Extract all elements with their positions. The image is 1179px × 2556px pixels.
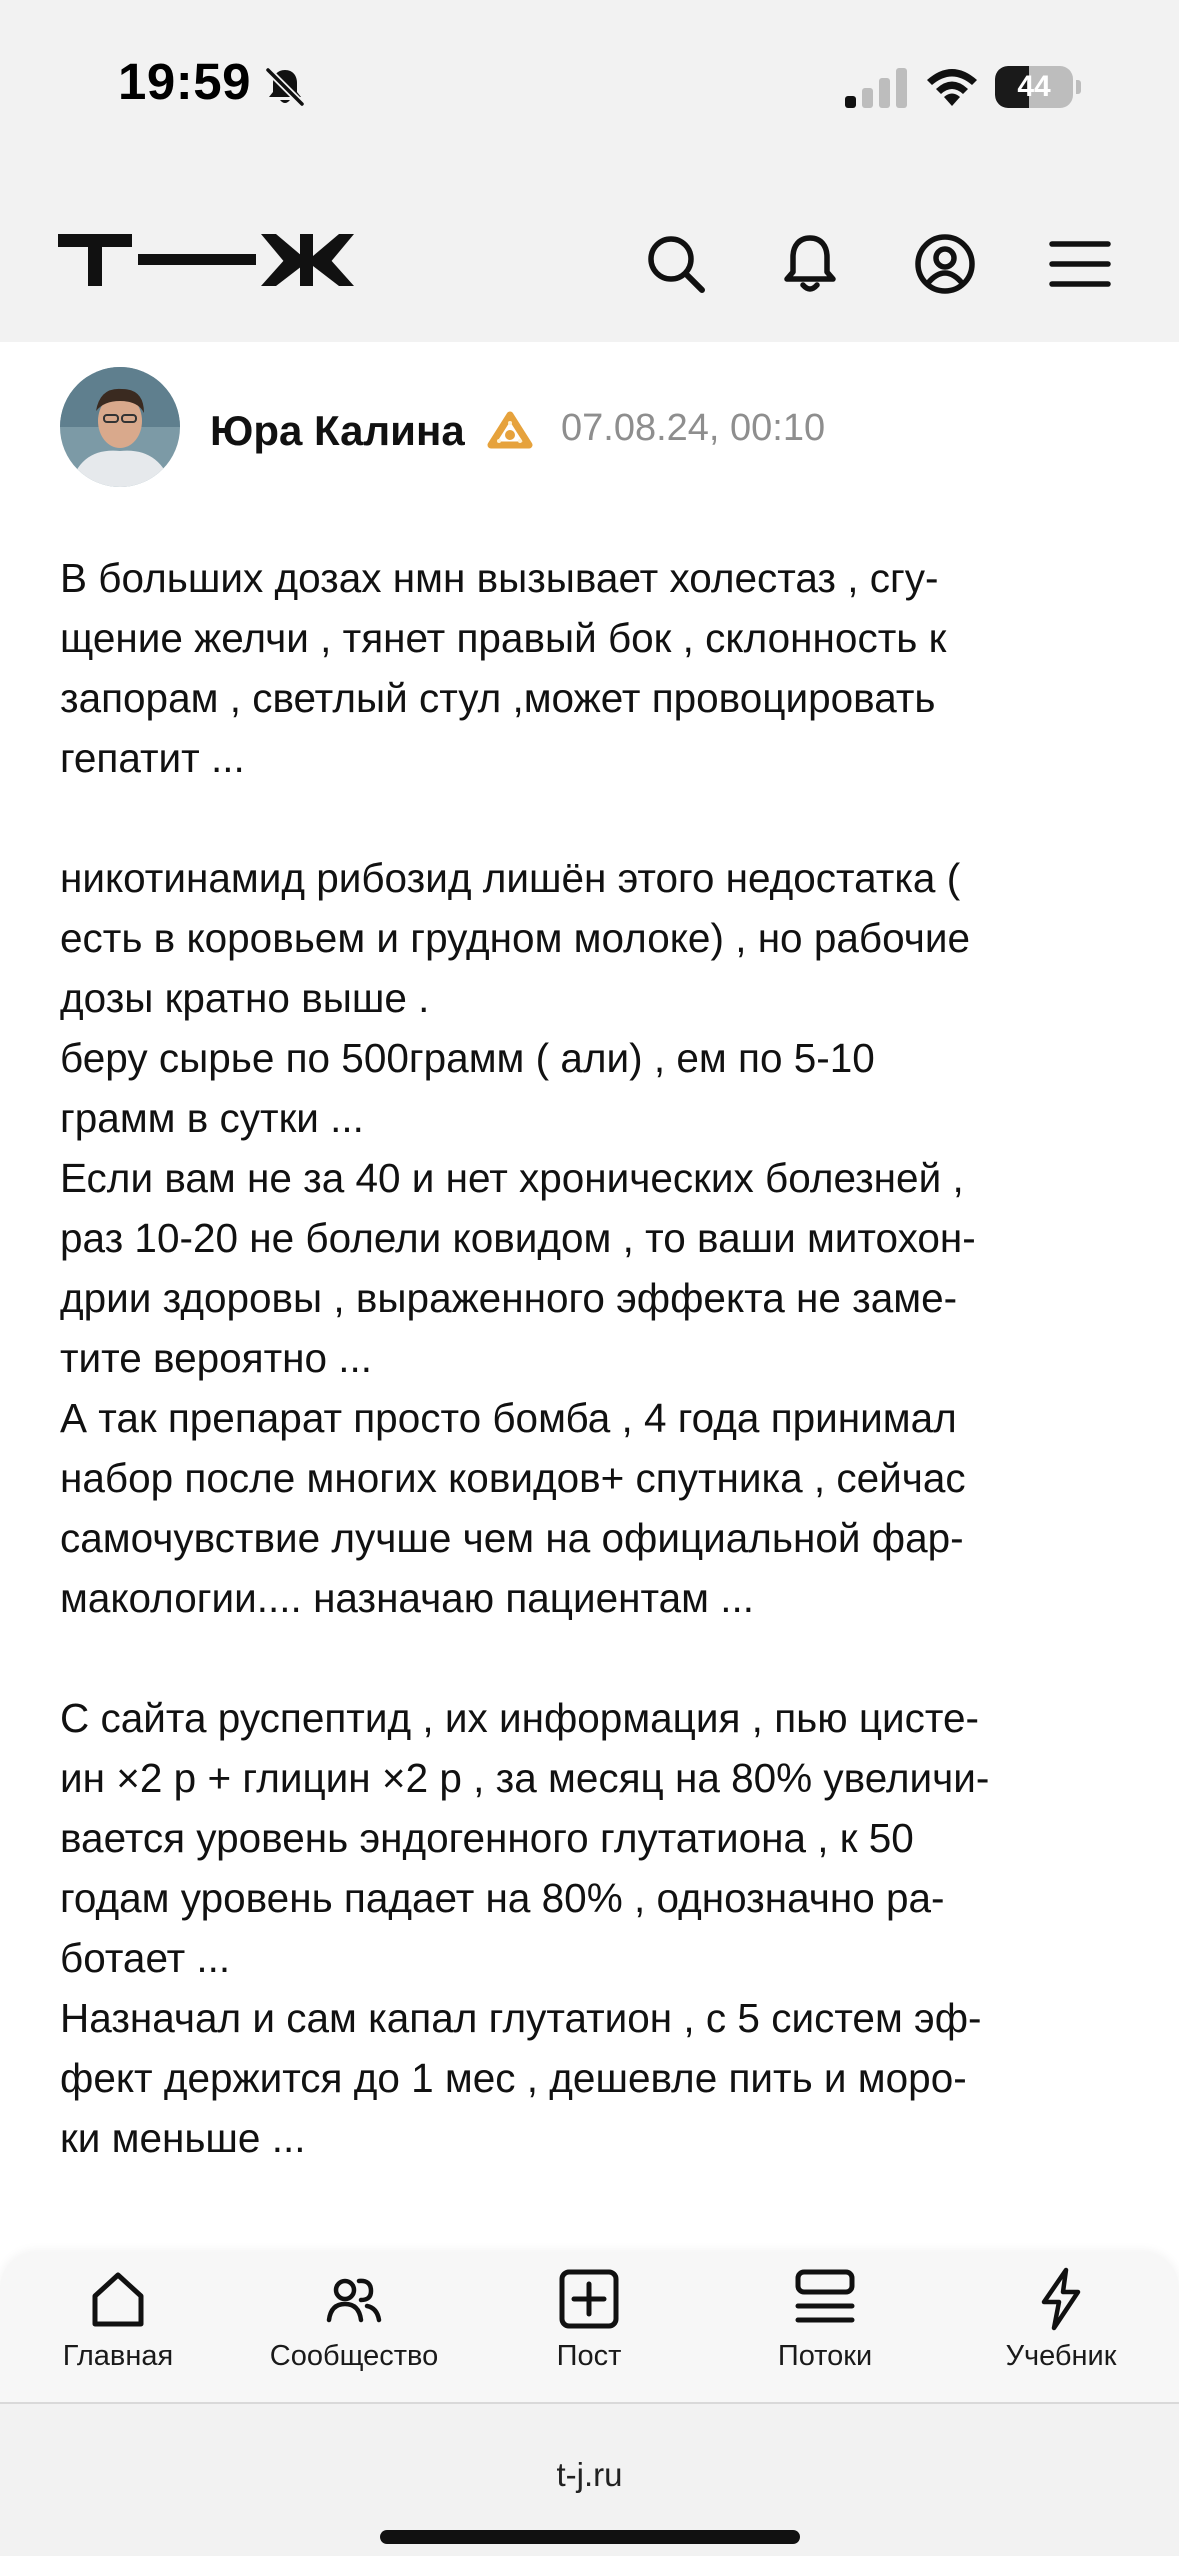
post-line: фект держится до 1 мес , дешевле пить и моро- — [60, 2055, 967, 2101]
tab-label: Главная — [62, 2340, 174, 2372]
post-meta — [60, 367, 1120, 491]
post-line: самочувствие лучше чем на официальной фар- — [60, 1515, 964, 1561]
post-line: гепатит ... — [60, 735, 245, 781]
post-line: дрии здоровы , выраженного эффекта не заме- — [60, 1275, 958, 1321]
post-line: раз 10-20 не болели ковидом , то ваши митохон- — [60, 1215, 976, 1261]
post-line: Назначал и сам капал глутатион , с 5 систем эф- — [60, 1995, 982, 2041]
post-line: ботает ... — [60, 1935, 231, 1981]
tab-new-post[interactable] — [471, 2266, 707, 2396]
top-bar — [0, 0, 1179, 342]
post-line: С сайта руспептид , их информация , пью цисте- — [60, 1695, 980, 1741]
author-name[interactable]: Юра Калина — [210, 407, 465, 454]
tab-label: Сообщество — [269, 2340, 439, 2372]
profile-icon[interactable] — [913, 232, 977, 296]
battery-icon — [995, 66, 1081, 108]
post-line: никотинамид рибозид лишён этого недостатка ( — [60, 855, 961, 901]
post-date: 07.08.24, 00:10 — [561, 407, 826, 449]
post-line: макологии.... назначаю пациентам ... — [60, 1575, 754, 1621]
textbook-lightning-icon — [1028, 2266, 1094, 2332]
post-line: дозы кратно выше . — [60, 975, 430, 1021]
wifi-icon — [924, 64, 980, 108]
post-line: тите вероятно ... — [60, 1335, 373, 1381]
tab-label: Потоки — [777, 2340, 873, 2372]
community-icon — [321, 2266, 387, 2332]
post-line: запорам , светлый стул ,может провоцировать — [60, 675, 936, 721]
tab-label: Пост — [556, 2340, 622, 2372]
post-line: вается уровень эндогенного глутатиона , к 50 — [60, 1815, 914, 1861]
pretzel-badge-icon — [487, 411, 533, 451]
tab-home[interactable] — [0, 2266, 236, 2396]
signal-icon — [845, 68, 907, 108]
post-line: есть в коровьем и грудном молоке) , но рабочие — [60, 915, 970, 961]
paragraph-gap — [60, 788, 1135, 848]
paragraph-gap — [60, 1628, 1135, 1688]
tab-community[interactable] — [236, 2266, 472, 2396]
post-line: грамм в сутки ... — [60, 1095, 364, 1141]
post-line: Если вам не за 40 и нет хронических болезней , — [60, 1155, 964, 1201]
home-icon — [85, 2266, 151, 2332]
battery-body — [995, 66, 1073, 108]
search-icon[interactable] — [644, 232, 708, 296]
bell-slash-icon — [262, 64, 308, 110]
battery-tip — [1076, 80, 1081, 94]
tab-textbook[interactable] — [943, 2266, 1179, 2396]
post-line: А так препарат просто бомба , 4 года принимал — [60, 1395, 957, 1441]
post-line: ин ×2 р + глицин ×2 р , за месяц на 80% увеличи- — [60, 1755, 990, 1801]
home-indicator[interactable] — [380, 2530, 800, 2544]
new-post-icon — [556, 2266, 622, 2332]
app-header — [0, 210, 1179, 310]
avatar[interactable] — [60, 367, 180, 487]
tab-bar — [0, 2252, 1179, 2402]
menu-icon[interactable] — [1048, 232, 1112, 296]
url-text[interactable]: t-j.ru — [556, 2456, 623, 2493]
post-line: годам уровень падает на 80% , однозначно ра- — [60, 1875, 945, 1921]
post-line: беру сырье по 500грамм ( али) , ем по 5-10 — [60, 1035, 875, 1081]
tab-label: Учебник — [1005, 2340, 1117, 2372]
status-time: 19:59 — [118, 53, 251, 110]
battery-percent: 44 — [1017, 70, 1051, 103]
streams-icon — [792, 2266, 858, 2332]
post-body — [60, 548, 1135, 2168]
browser-url-bar[interactable] — [0, 2402, 1179, 2556]
bell-icon[interactable] — [778, 232, 842, 296]
post-line: В больших дозах нмн вызывает холестаз , сгу- — [60, 555, 939, 601]
post-line: набор после многих ковидов+ спутника , сейчас — [60, 1455, 966, 1501]
post-line: щение желчи , тянет правый бок , склонность к — [60, 615, 947, 661]
post-line: ки меньше ... — [60, 2115, 306, 2161]
tab-streams[interactable] — [707, 2266, 943, 2396]
tzh-logo[interactable] — [58, 230, 360, 290]
status-bar — [0, 0, 1179, 170]
